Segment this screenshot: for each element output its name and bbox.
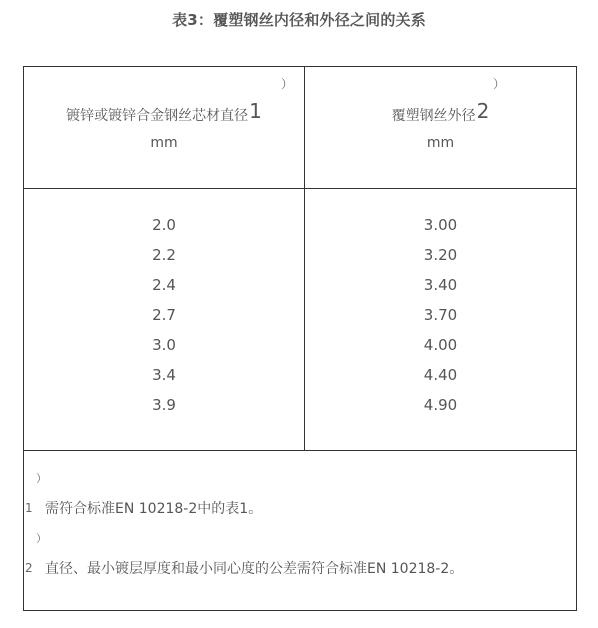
- table-cell: 3.40: [423, 276, 458, 294]
- data-table: [23, 66, 577, 611]
- footnote-paren: ）: [36, 472, 47, 485]
- table-cell: 3.70: [423, 306, 458, 324]
- footnote-text: 需符合标准EN 10218-2中的表1。: [45, 501, 263, 517]
- table-cell: 3.20: [423, 246, 458, 264]
- header-footnote-number: 1: [249, 99, 262, 123]
- header-footnote-number: 2: [476, 99, 490, 123]
- header-unit: mm: [426, 135, 455, 151]
- table-cell: 3.4: [152, 366, 176, 384]
- header-label: [24, 99, 304, 125]
- header-label: [305, 99, 576, 125]
- footnote-number: 1: [25, 501, 33, 515]
- table-cell: 3.9: [152, 396, 176, 414]
- table-cell: 4.40: [423, 366, 458, 384]
- header-label-text: 镀锌或镀锌合金钢丝芯材直径: [66, 108, 249, 124]
- table-cell: 2.2: [152, 246, 176, 264]
- column-outer-diameter-values: [305, 210, 576, 420]
- table-cell: 3.00: [423, 216, 458, 234]
- table-cell: 2.4: [152, 276, 176, 294]
- footnote-paren: ）: [36, 532, 47, 545]
- header-unit: mm: [150, 135, 178, 151]
- header-label-text: 覆塑钢丝外径: [391, 108, 476, 124]
- table-cell: 4.90: [423, 396, 458, 414]
- table-title: 表3：覆塑钢丝内径和外径之间的关系: [172, 11, 426, 29]
- footnotes: [24, 451, 576, 611]
- column-core-diameter-values: [24, 210, 304, 420]
- table-cell: 3.0: [152, 336, 176, 354]
- table-cell: 2.7: [152, 306, 176, 324]
- footnote-number: 2: [25, 561, 33, 575]
- footnote-text: 直径、最小镀层厚度和最小同心度的公差需符合标准EN 10218-2。: [45, 561, 464, 577]
- header-footnote-paren: ）: [281, 77, 294, 91]
- table-cell: 2.0: [152, 216, 176, 234]
- header-cell-core-diameter: [24, 67, 304, 189]
- header-cell-outer-diameter: [305, 67, 576, 189]
- header-footnote-paren: ）: [493, 77, 506, 91]
- table-cell: 4.00: [423, 336, 458, 354]
